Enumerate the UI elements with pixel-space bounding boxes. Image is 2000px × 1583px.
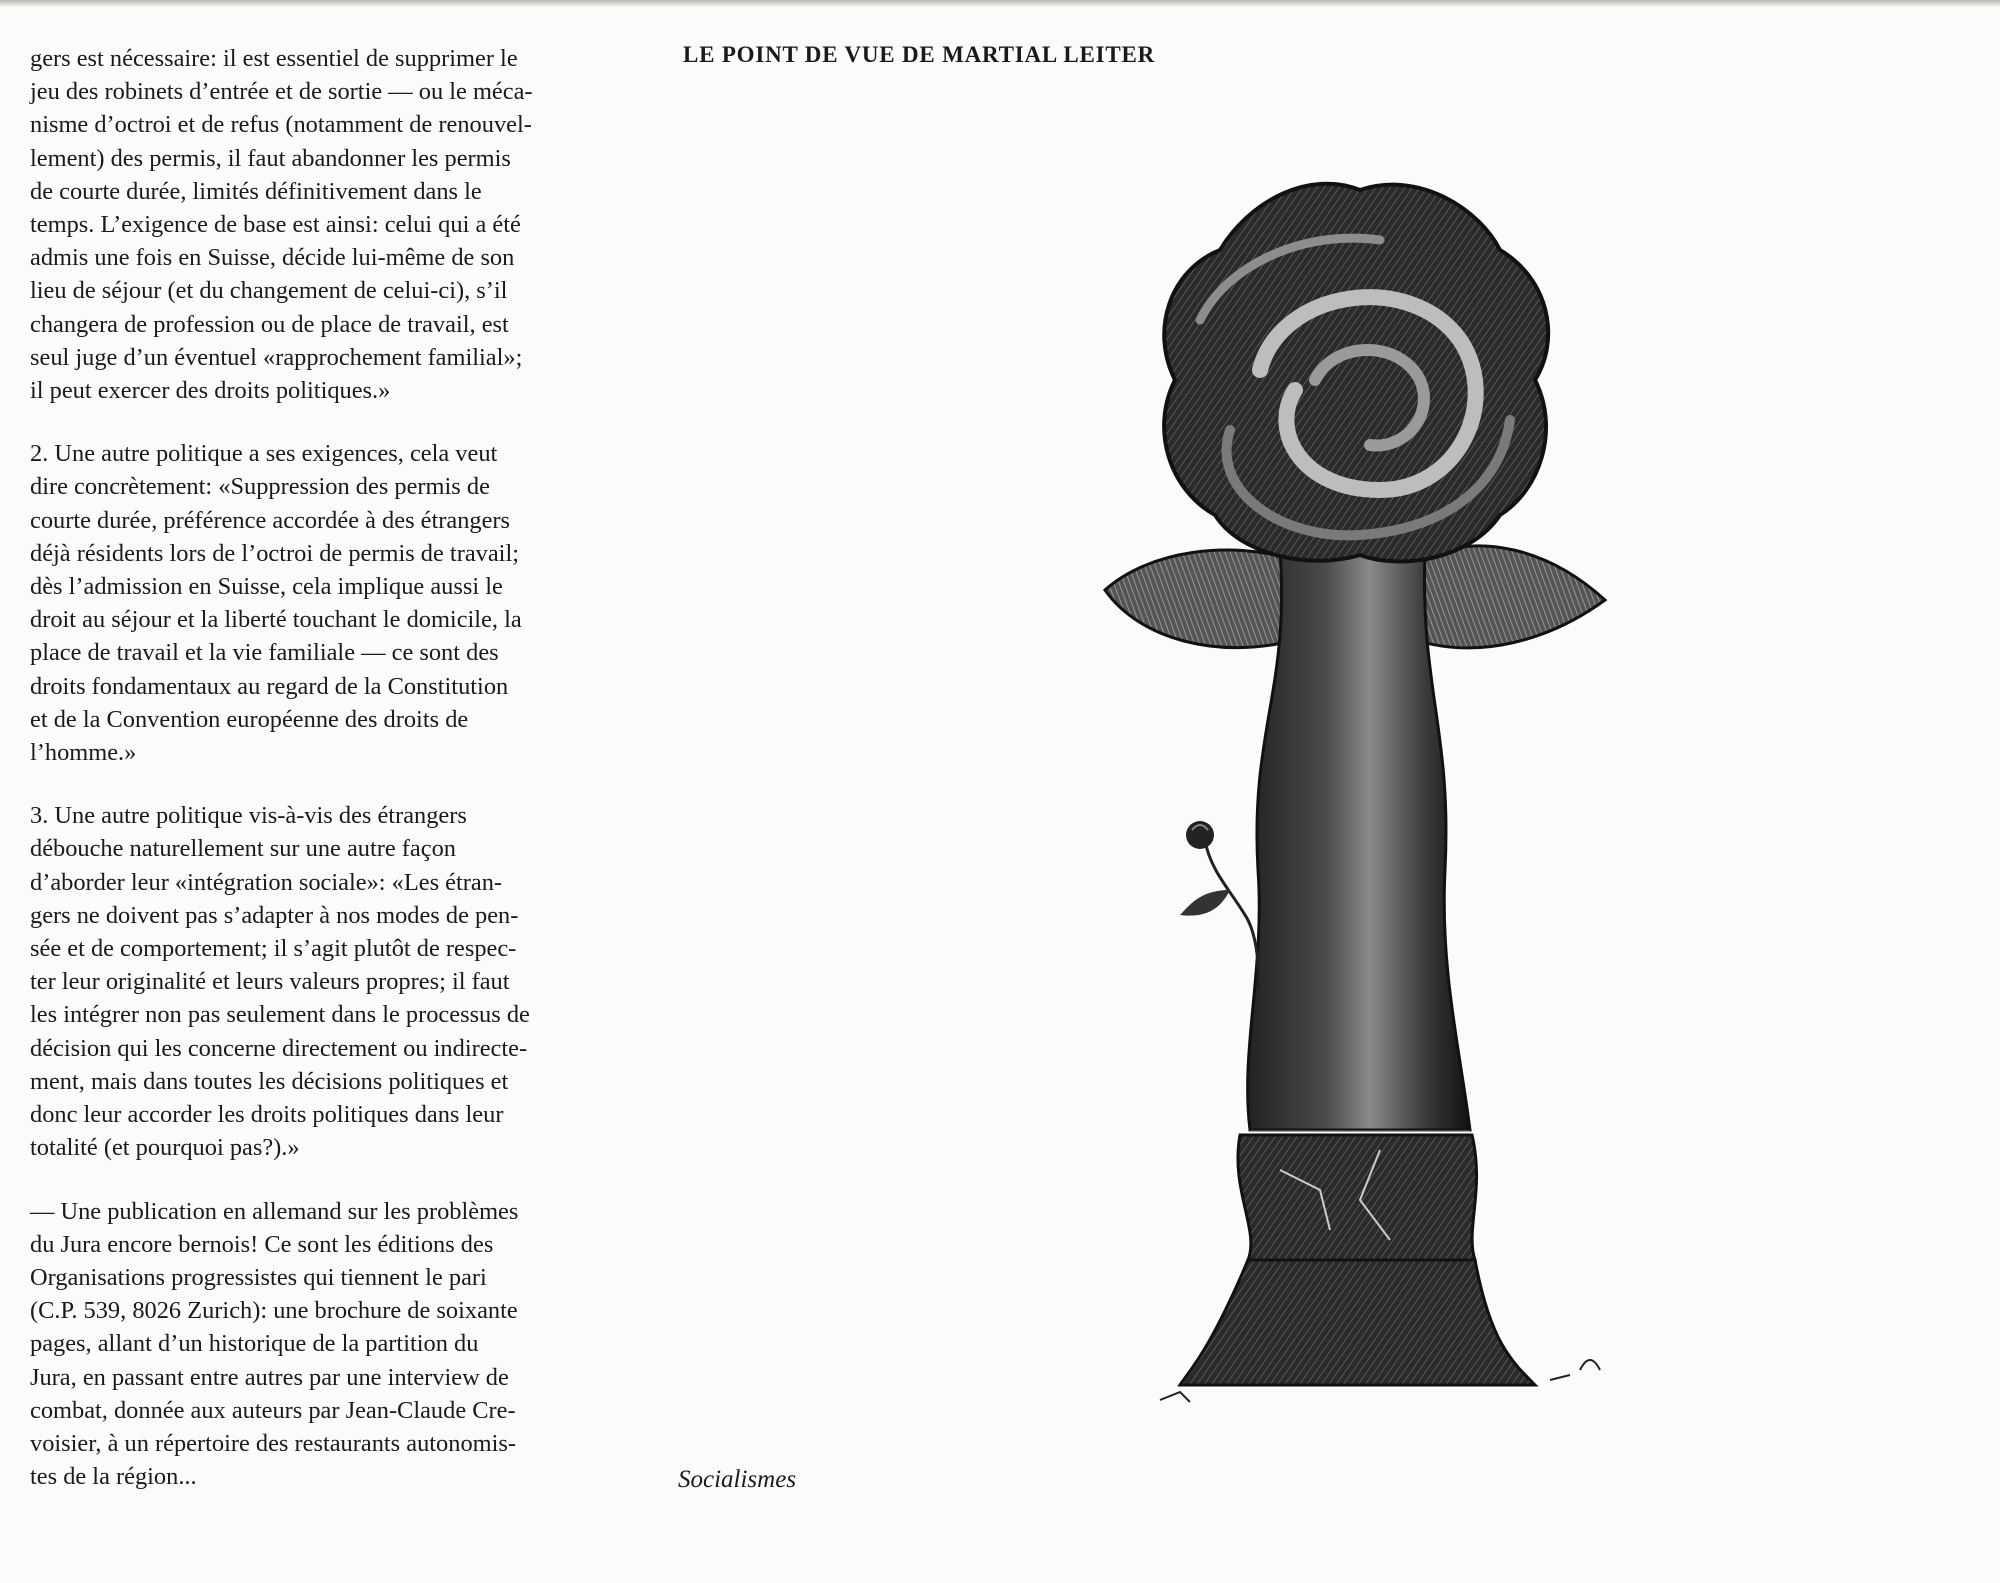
- text-line: 2. Une autre politique a ses exigences, cela veut: [30, 440, 498, 468]
- text-line: admis une fois en Suisse, décide lui-même de son: [30, 244, 515, 272]
- text-line: (C.P. 539, 8026 Zurich): une brochure de soixante: [30, 1297, 518, 1325]
- text-line: débouche naturellement sur une autre façon: [30, 835, 456, 863]
- text-line: déjà résidents lors de l’octroi de permis de travail;: [30, 539, 520, 567]
- top-edge-shadow: [0, 0, 2000, 6]
- text-line: jeu des robinets d’entrée et de sortie — ou le méca-: [30, 78, 533, 106]
- text-line: dès l’admission en Suisse, cela implique aussi le: [30, 573, 503, 601]
- article-column: [30, 42, 646, 1523]
- paragraph-1: [30, 42, 646, 407]
- text-line: nisme d’octroi et de refus (notamment de renouvel-: [30, 111, 532, 139]
- text-line: seul juge d’un éventuel «rapprochement familial»;: [30, 343, 523, 371]
- text-line: Jura, en passant entre autres par une interview de: [30, 1363, 509, 1391]
- text-line: lieu de séjour (et du changement de celui-ci), s’il: [30, 277, 508, 305]
- text-line: ter leur originalité et leurs valeurs propres; il faut: [30, 968, 510, 996]
- illustration-caption: Socialismes: [678, 1466, 797, 1493]
- text-line: voisier, à un répertoire des restaurants autonomis-: [30, 1429, 517, 1457]
- text-line: il peut exercer des droits politiques.»: [30, 377, 391, 405]
- text-line: gers est nécessaire: il est essentiel de supprimer le: [30, 45, 518, 72]
- rose-pillar-drawing-icon: [1080, 170, 1640, 1410]
- paragraph-4: [30, 1195, 646, 1494]
- paragraph-2: [30, 437, 646, 769]
- illustration-heading: LE POINT DE VUE DE MARTIAL LEITER: [683, 42, 1156, 67]
- text-line: ment, mais dans toutes les décisions politiques et: [30, 1067, 509, 1095]
- text-line: l’homme.»: [30, 739, 137, 767]
- text-line: — Une publication en allemand sur les problèmes: [30, 1197, 519, 1225]
- text-line: et de la Convention européenne des droits de: [30, 705, 469, 733]
- text-line: décision qui les concerne directement ou indirecte-: [30, 1034, 528, 1062]
- text-line: du Jura encore bernois! Ce sont les éditions des: [30, 1230, 494, 1258]
- text-line: les intégrer non pas seulement dans le processus de: [30, 1001, 530, 1029]
- text-line: changera de profession ou de place de travail, est: [30, 310, 509, 338]
- text-line: droits fondamentaux au regard de la Constitution: [30, 672, 509, 700]
- text-line: de courte durée, limités définitivement dans le: [30, 177, 482, 205]
- text-line: lement) des permis, il faut abandonner les permis: [30, 144, 511, 172]
- text-line: totalité (et pourquoi pas?).»: [30, 1134, 300, 1162]
- text-line: 3. Une autre politique vis-à-vis des étrangers: [30, 802, 467, 830]
- text-line: Organisations progressistes qui tiennent le pari: [30, 1263, 487, 1291]
- text-line: donc leur accorder les droits politiques dans leur: [30, 1101, 504, 1129]
- text-line: d’aborder leur «intégration sociale»: «Les étran-: [30, 868, 503, 896]
- text-line: sée et de comportement; il s’agit plutôt de respec-: [30, 935, 517, 963]
- text-line: courte durée, préférence accordée à des étrangers: [30, 506, 511, 534]
- text-line: gers ne doivent pas s’adapter à nos modes de pen-: [30, 901, 519, 929]
- text-line: place de travail et la vie familiale — ce sont des: [30, 639, 499, 667]
- text-line: pages, allant d’un historique de la partition du: [30, 1330, 479, 1358]
- text-line: combat, donnée aux auteurs par Jean-Claude Cre-: [30, 1396, 516, 1424]
- paragraph-3: [30, 799, 646, 1164]
- text-line: dire concrètement: «Suppression des permis de: [30, 473, 490, 501]
- text-line: tes de la région...: [30, 1463, 197, 1491]
- text-line: droit au séjour et la liberté touchant le domicile, la: [30, 606, 522, 634]
- text-line: temps. L’exigence de base est ainsi: celui qui a été: [30, 211, 521, 239]
